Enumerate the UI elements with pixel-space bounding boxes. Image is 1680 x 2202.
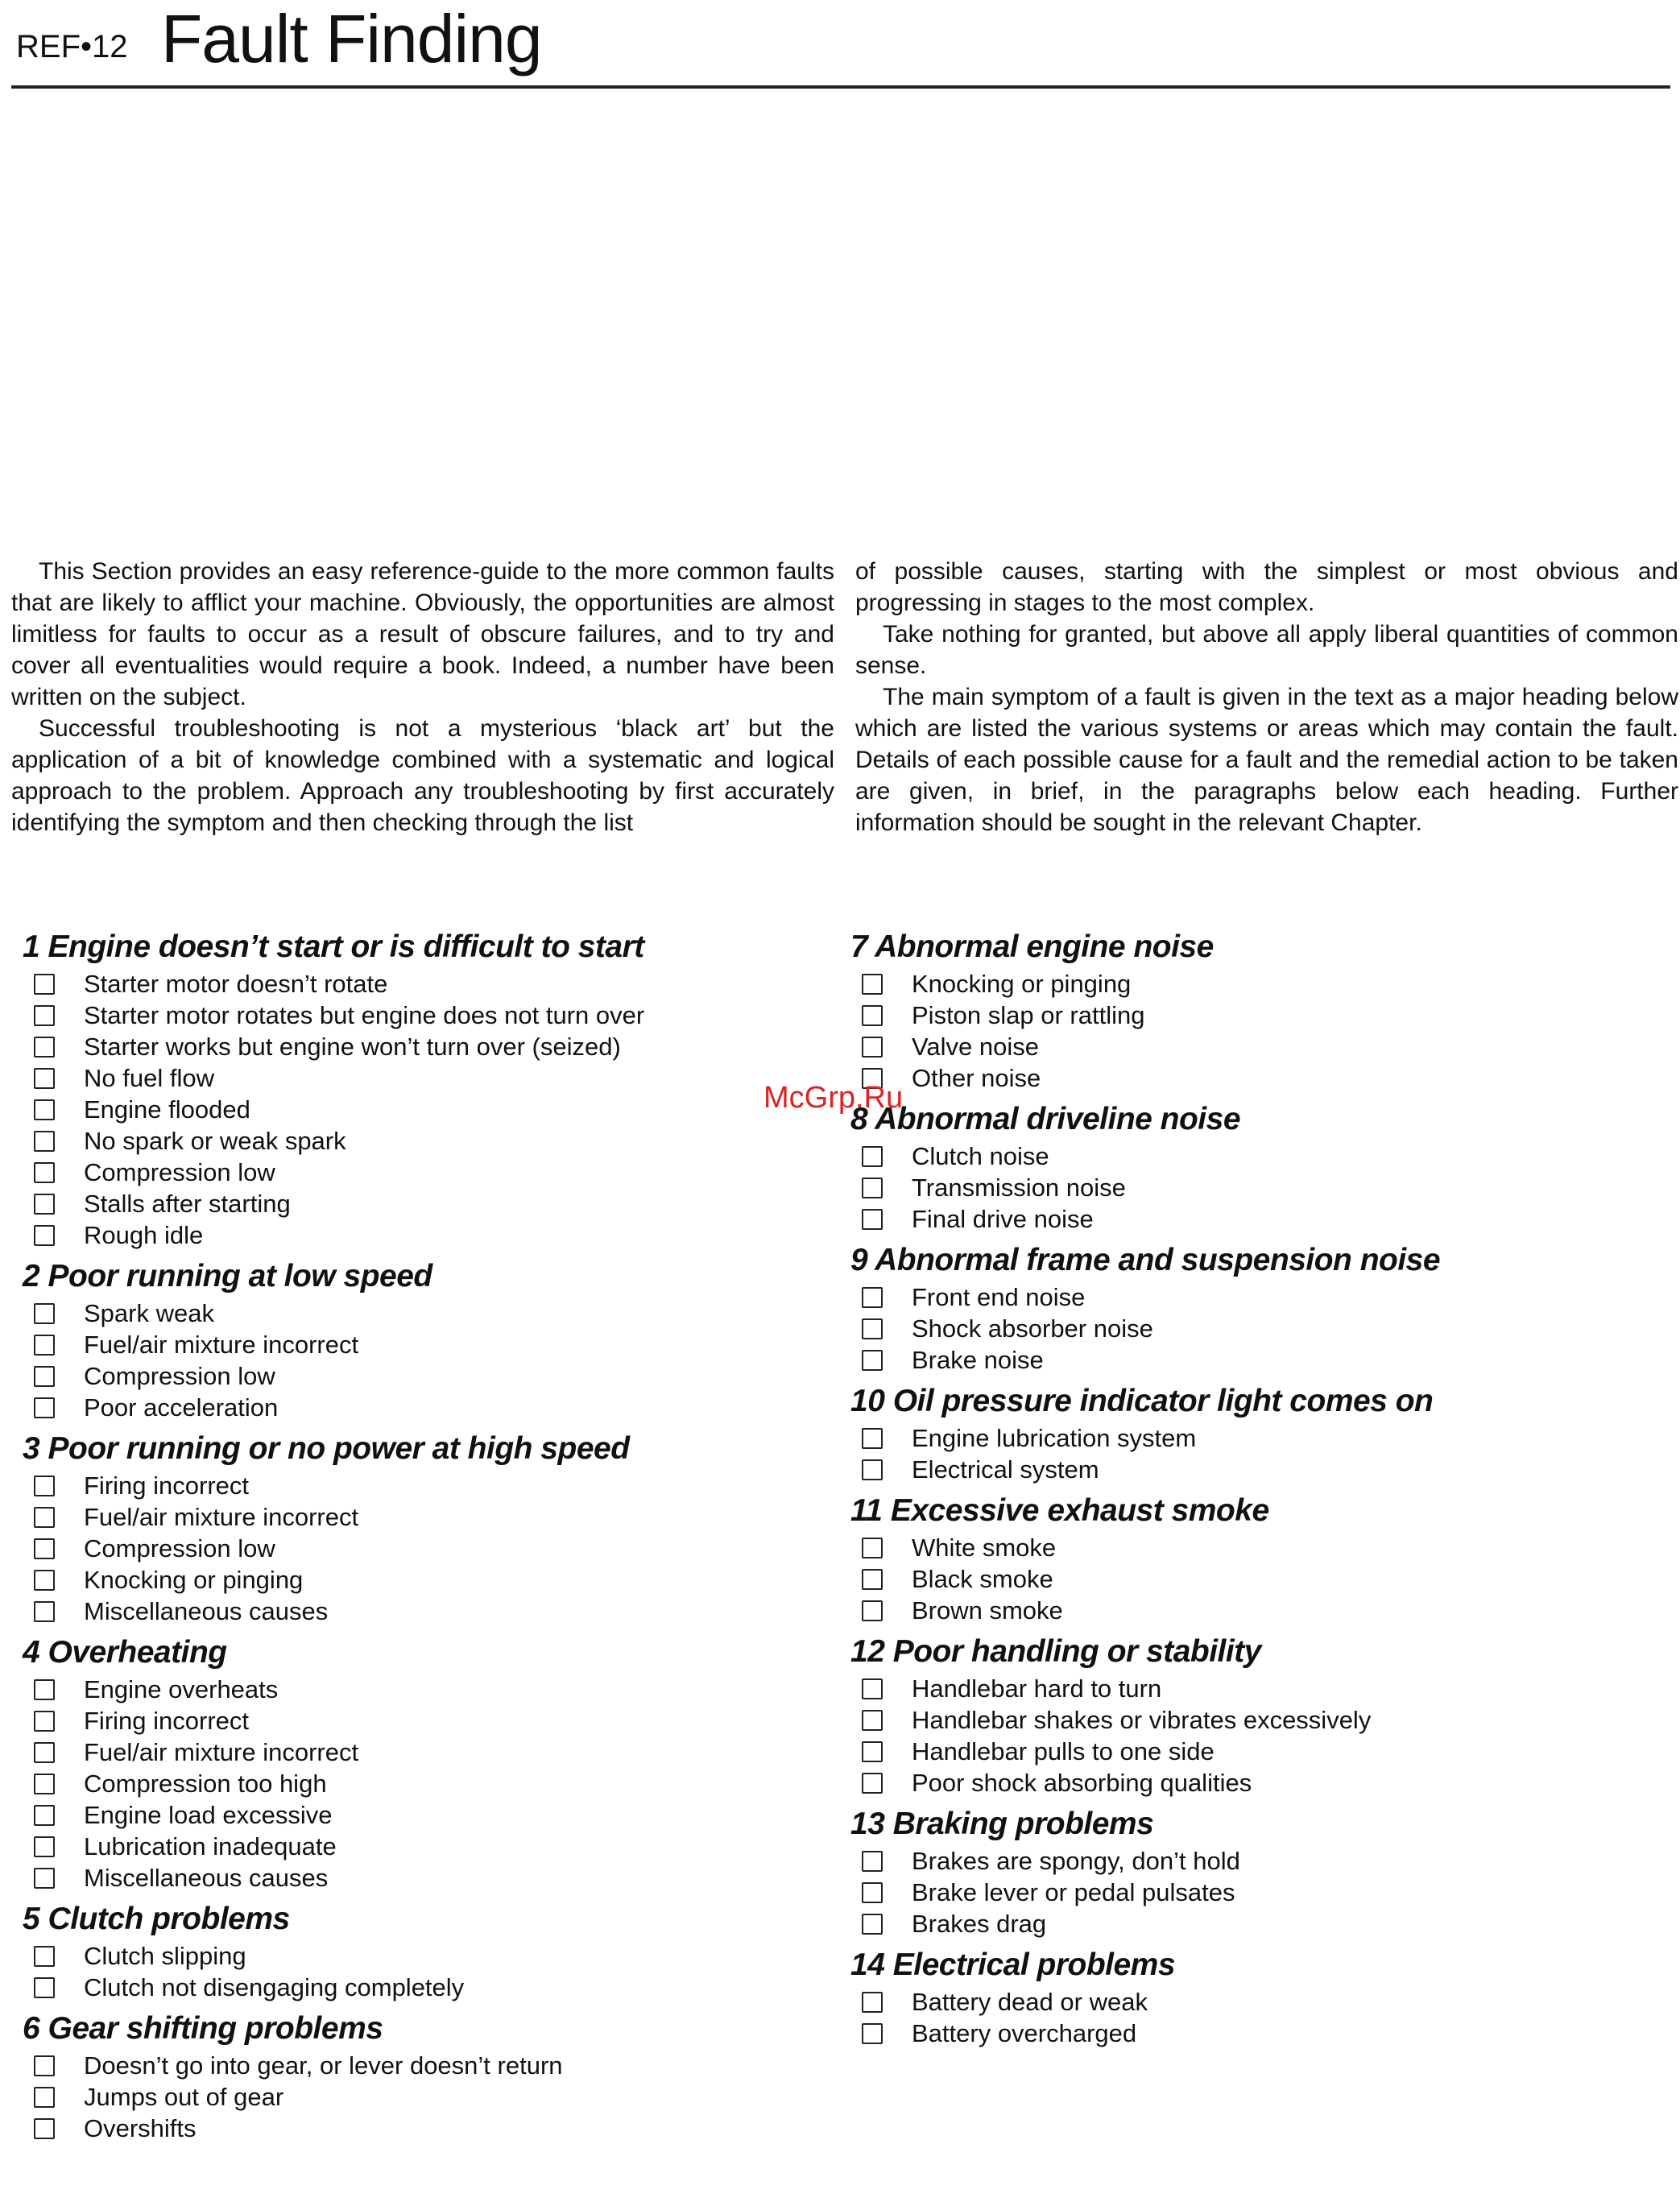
checklist-item — [850, 1767, 1664, 1798]
checklist-item-label: Compression low — [84, 1362, 275, 1390]
checkbox-icon[interactable] — [34, 1601, 55, 1622]
checklist-item-label: Clutch not disengaging completely — [84, 1973, 465, 2001]
checklist-item — [23, 1940, 836, 1972]
checkbox-icon[interactable] — [34, 974, 55, 995]
checklist-item — [23, 1972, 836, 2003]
checkbox-icon[interactable] — [34, 1194, 55, 1215]
checklist-item-label: Brake lever or pedal pulsates — [912, 1878, 1235, 1906]
checklist-item — [23, 2113, 836, 2144]
checkbox-icon[interactable] — [862, 1037, 883, 1058]
checklist-item-label: Starter motor rotates but engine does not turn over — [84, 1001, 645, 1029]
checklist-item — [23, 1094, 836, 1125]
checklist-item — [850, 2018, 1664, 2049]
checkbox-icon[interactable] — [34, 1711, 55, 1732]
fault-section — [23, 1256, 836, 1423]
section-heading: 8 Abnormal driveline noise — [850, 1102, 1241, 1136]
intro-paragraph: Take nothing for granted, but above all apply liberal quantities of common sense. — [855, 621, 1678, 679]
checkbox-icon[interactable] — [862, 1178, 883, 1198]
fault-section — [850, 1803, 1664, 1939]
checklist-item-label: White smoke — [912, 1534, 1057, 1562]
checkbox-icon[interactable] — [34, 1946, 55, 1967]
checklist — [850, 1673, 1664, 1798]
checklist-item — [850, 1845, 1664, 1877]
checklist-item-label: No fuel flow — [84, 1064, 214, 1092]
checklist-item — [850, 1595, 1664, 1626]
checkbox-icon[interactable] — [34, 1099, 55, 1120]
checklist-item-label: Fuel/air mixture incorrect — [84, 1503, 359, 1531]
checklist-item — [23, 1360, 836, 1392]
checkbox-icon[interactable] — [862, 1678, 883, 1699]
checkbox-icon[interactable] — [862, 1428, 883, 1449]
section-heading: 1 Engine doesn’t start or is difficult to start — [23, 929, 644, 964]
checklist-item-label: Compression too high — [84, 1769, 327, 1798]
intro-paragraph: The main symptom of a fault is given in the text as a major heading below which are listed the various systems or areas which may contain the fault. Details of each possible cause for a fault and the remedial action to be taken are given, in brief, in the paragraphs below each heading. Further information should be sought in the relevant Chapter. — [855, 684, 1678, 836]
checklist-item-label: Valve noise — [912, 1033, 1039, 1061]
checklist-item — [23, 1674, 836, 1705]
section-heading: 7 Abnormal engine noise — [850, 929, 1214, 964]
checklist-item-label: Doesn’t go into gear, or lever doesn’t return — [84, 2051, 563, 2080]
checklist-item — [23, 1705, 836, 1736]
checklist-item — [23, 1392, 836, 1423]
checklist-item — [23, 1768, 836, 1799]
checkbox-icon[interactable] — [34, 1774, 55, 1794]
checkbox-icon[interactable] — [862, 974, 883, 995]
checkbox-icon[interactable] — [862, 1459, 883, 1480]
checklist-item-label: Front end noise — [912, 1283, 1086, 1311]
checklist-item — [850, 1172, 1664, 1203]
checklist-item-label: Firing incorrect — [84, 1471, 249, 1500]
checkbox-icon[interactable] — [34, 1679, 55, 1700]
checklist-item — [23, 1831, 836, 1862]
checklist-item-label: Jumps out of gear — [84, 2083, 284, 2111]
checkbox-icon[interactable] — [862, 1350, 883, 1371]
section-heading: 9 Abnormal frame and suspension noise — [850, 1243, 1441, 1277]
checklist-item-label: Stalls after starting — [84, 1190, 291, 1218]
checklist-item-label: Handlebar pulls to one side — [912, 1737, 1214, 1765]
checklist-item — [850, 1344, 1664, 1376]
fault-section — [850, 926, 1664, 1094]
checklist-item — [850, 1000, 1664, 1031]
checklist — [850, 968, 1664, 1094]
checkbox-icon[interactable] — [34, 1570, 55, 1591]
fault-section — [850, 1490, 1664, 1626]
checkbox-icon[interactable] — [34, 1303, 55, 1324]
section-heading: 12 Poor handling or stability — [850, 1634, 1261, 1669]
checklist-item-label: Engine load excessive — [84, 1801, 333, 1829]
header-divider — [11, 85, 1670, 89]
checklist-item-label: Clutch noise — [912, 1142, 1049, 1170]
section-heading: 13 Braking problems — [850, 1807, 1154, 1841]
checkbox-icon[interactable] — [862, 1569, 883, 1590]
section-heading: 5 Clutch problems — [23, 1902, 290, 1936]
checklist-item — [23, 1031, 836, 1062]
checkbox-icon[interactable] — [34, 1397, 55, 1418]
checklist — [850, 1845, 1664, 1939]
checkbox-icon[interactable] — [34, 1162, 55, 1183]
checkbox-icon[interactable] — [862, 1851, 883, 1872]
checklist-item — [23, 1862, 836, 1894]
intro-paragraph: This Section provides an easy reference-guide to the more common faults that are likely to afflict your machine. Obviously, the opportunities are almost limitless for faults to occur as a result of obscure failures, and to try and cover all eventualities would require a book. Indeed, a number have been written on the subject. — [11, 558, 834, 710]
checklist-item-label: Final drive noise — [912, 1205, 1094, 1233]
checklist-item-label: Knocking or pinging — [912, 970, 1132, 998]
fault-section — [850, 1631, 1664, 1798]
section-heading: 3 Poor running or no power at high speed — [23, 1431, 630, 1466]
checklist-item — [23, 1219, 836, 1251]
checklist-item — [850, 1736, 1664, 1767]
checklist-item — [23, 1329, 836, 1360]
checklist-item-label: Knocking or pinging — [84, 1566, 304, 1594]
checkbox-icon[interactable] — [34, 1538, 55, 1559]
fault-section — [23, 1632, 836, 1894]
checklist — [23, 2050, 836, 2144]
checklist-item — [850, 968, 1664, 1000]
checklist-item — [850, 1563, 1664, 1595]
checklist-item-label: Starter works but engine won’t turn over (seized) — [84, 1033, 621, 1061]
checklist-item-label: Poor acceleration — [84, 1393, 279, 1422]
checklist-item-label: Engine flooded — [84, 1095, 250, 1124]
checkbox-icon[interactable] — [34, 1836, 55, 1857]
checklist-item — [23, 2081, 836, 2113]
section-heading: 4 Overheating — [23, 1635, 227, 1670]
checklist-item-label: Shock absorber noise — [912, 1314, 1153, 1343]
checkbox-icon[interactable] — [862, 1741, 883, 1762]
checkbox-icon[interactable] — [34, 1225, 55, 1246]
checklist-item — [23, 1157, 836, 1188]
checklist — [850, 1986, 1664, 2049]
checklist-item-label: Piston slap or rattling — [912, 1001, 1145, 1029]
checklist-item — [23, 1533, 836, 1564]
checkbox-icon[interactable] — [34, 1068, 55, 1089]
fault-index-left-column — [23, 926, 836, 2149]
checklist-item-label: Lubrication inadequate — [84, 1832, 337, 1861]
section-heading: 2 Poor running at low speed — [23, 1259, 432, 1293]
checklist-item — [23, 968, 836, 1000]
checklist-item — [23, 1188, 836, 1219]
checklist-item — [23, 1501, 836, 1533]
checklist-item-label: Rough idle — [84, 1221, 204, 1249]
checklist — [23, 1674, 836, 1894]
checklist — [23, 1470, 836, 1627]
section-heading: 11 Excessive exhaust smoke — [850, 1493, 1269, 1528]
page-ref: REF•12 — [16, 29, 128, 64]
checklist-item-label: Miscellaneous causes — [84, 1864, 329, 1892]
checklist-item — [23, 1736, 836, 1768]
checklist-item-label: Other noise — [912, 1064, 1041, 1092]
checklist — [850, 1422, 1664, 1485]
checklist-item — [850, 1986, 1664, 2018]
intro-right-column — [855, 556, 1678, 838]
checklist-item-label: Brown smoke — [912, 1596, 1063, 1625]
section-heading: 6 Gear shifting problems — [23, 2011, 383, 2046]
checklist-item — [23, 1564, 836, 1596]
checklist-item-label: Compression low — [84, 1158, 275, 1186]
checkbox-icon[interactable] — [34, 1868, 55, 1889]
checklist-item-label: Brakes drag — [912, 1910, 1047, 1938]
checkbox-icon[interactable] — [862, 1209, 883, 1230]
checkbox-icon[interactable] — [34, 1037, 55, 1058]
checklist-item — [850, 1031, 1664, 1062]
checkbox-icon[interactable] — [862, 1287, 883, 1308]
checkbox-icon[interactable] — [34, 1977, 55, 1998]
checklist-item — [850, 1454, 1664, 1485]
checklist-item-label: Starter motor doesn’t rotate — [84, 970, 388, 998]
checklist-item-label: Handlebar hard to turn — [912, 1674, 1162, 1703]
checklist-item-label: Fuel/air mixture incorrect — [84, 1331, 359, 1359]
checklist-item — [850, 1422, 1664, 1454]
intro-paragraph: Successful troubleshooting is not a mysterious ‘black art’ but the application of a bit of knowledge combined with a systematic and logical approach to the problem. Approach any troubleshooting by first accurately identifying the symptom and then checking through the list — [11, 715, 834, 836]
checklist-item — [23, 1125, 836, 1157]
fault-section — [850, 1240, 1664, 1376]
checklist — [850, 1281, 1664, 1376]
section-heading: 14 Electrical problems — [850, 1947, 1176, 1982]
checklist-item — [23, 1298, 836, 1329]
checklist-item — [850, 1062, 1664, 1094]
checklist-item-label: Poor shock absorbing qualities — [912, 1769, 1252, 1797]
checklist-item-label: Compression low — [84, 1534, 275, 1563]
fault-index-right-column — [850, 926, 1664, 2054]
fault-section — [850, 1380, 1664, 1485]
checkbox-icon[interactable] — [862, 1710, 883, 1731]
checklist — [850, 1532, 1664, 1626]
checklist-item-label: Engine lubrication system — [912, 1424, 1197, 1452]
checklist — [23, 1940, 836, 2003]
checklist-item — [23, 1000, 836, 1031]
checklist-item — [850, 1532, 1664, 1563]
checkbox-icon[interactable] — [34, 1476, 55, 1496]
checklist-item-label: Clutch slipping — [84, 1942, 246, 1970]
checkbox-icon[interactable] — [34, 1507, 55, 1528]
checklist-item — [850, 1908, 1664, 1939]
checklist-item-label: Electrical system — [912, 1455, 1099, 1484]
checklist-item-label: Firing incorrect — [84, 1707, 249, 1735]
checklist-item — [850, 1140, 1664, 1172]
checkbox-icon[interactable] — [34, 1131, 55, 1152]
intro-left-column — [11, 556, 834, 838]
checklist-item-label: Miscellaneous causes — [84, 1597, 329, 1625]
checkbox-icon[interactable] — [862, 1882, 883, 1903]
fault-section — [23, 1428, 836, 1627]
checklist — [850, 1140, 1664, 1235]
checklist-item-label: Handlebar shakes or vibrates excessively — [912, 1706, 1372, 1734]
checklist-item-label: Brake noise — [912, 1346, 1044, 1374]
checklist-item — [23, 2050, 836, 2081]
page-header — [14, 0, 1674, 90]
checkbox-icon[interactable] — [862, 1146, 883, 1167]
checkbox-icon[interactable] — [862, 1992, 883, 2013]
checklist-item-label: Battery overcharged — [912, 2019, 1137, 2047]
intro-paragraph: of possible causes, starting with the simplest or most obvious and progressing in stages to the most complex. — [855, 558, 1678, 616]
checkbox-icon[interactable] — [34, 2118, 55, 2139]
checklist-item — [23, 1596, 836, 1627]
checklist — [23, 1298, 836, 1423]
fault-section — [23, 926, 836, 1251]
checkbox-icon[interactable] — [34, 1805, 55, 1826]
watermark: McGrp.Ru — [763, 1081, 904, 1115]
checkbox-icon[interactable] — [862, 2023, 883, 2044]
checklist-item — [850, 1203, 1664, 1235]
checkbox-icon[interactable] — [34, 2087, 55, 2108]
page-title: Fault Finding — [161, 1, 542, 77]
fault-section — [850, 1099, 1664, 1235]
checklist-item — [850, 1673, 1664, 1704]
checkbox-icon[interactable] — [862, 1005, 883, 1026]
checkbox-icon[interactable] — [862, 1538, 883, 1558]
checklist-item-label: Overshifts — [84, 2114, 197, 2142]
checklist-item — [850, 1704, 1664, 1736]
checkbox-icon[interactable] — [34, 1335, 55, 1356]
checklist — [23, 968, 836, 1251]
fault-section — [850, 1944, 1664, 2049]
checklist-item — [23, 1062, 836, 1094]
fault-section — [23, 2008, 836, 2144]
checklist-item-label: No spark or weak spark — [84, 1127, 346, 1155]
checkbox-icon[interactable] — [862, 1600, 883, 1621]
checklist-item — [850, 1877, 1664, 1908]
checkbox-icon[interactable] — [34, 2055, 55, 2076]
checklist-item — [850, 1313, 1664, 1344]
checklist-item — [850, 1281, 1664, 1313]
checklist-item-label: Brakes are spongy, don’t hold — [912, 1847, 1240, 1875]
checkbox-icon[interactable] — [34, 1366, 55, 1387]
checklist-item-label: Battery dead or weak — [912, 1988, 1148, 2016]
fault-section — [23, 1898, 836, 2003]
checklist-item-label: Engine overheats — [84, 1675, 279, 1703]
checkbox-icon[interactable] — [34, 1742, 55, 1763]
checklist-item-label: Transmission noise — [912, 1173, 1126, 1202]
section-heading: 10 Oil pressure indicator light comes on — [850, 1384, 1434, 1418]
checklist-item-label: Fuel/air mixture incorrect — [84, 1738, 359, 1766]
checkbox-icon[interactable] — [862, 1318, 883, 1339]
checkbox-icon[interactable] — [34, 1005, 55, 1026]
checkbox-icon[interactable] — [862, 1914, 883, 1935]
checkbox-icon[interactable] — [862, 1773, 883, 1794]
checklist-item — [23, 1799, 836, 1831]
checklist-item-label: Spark weak — [84, 1299, 214, 1327]
checklist-item — [23, 1470, 836, 1501]
checklist-item-label: Black smoke — [912, 1565, 1053, 1593]
